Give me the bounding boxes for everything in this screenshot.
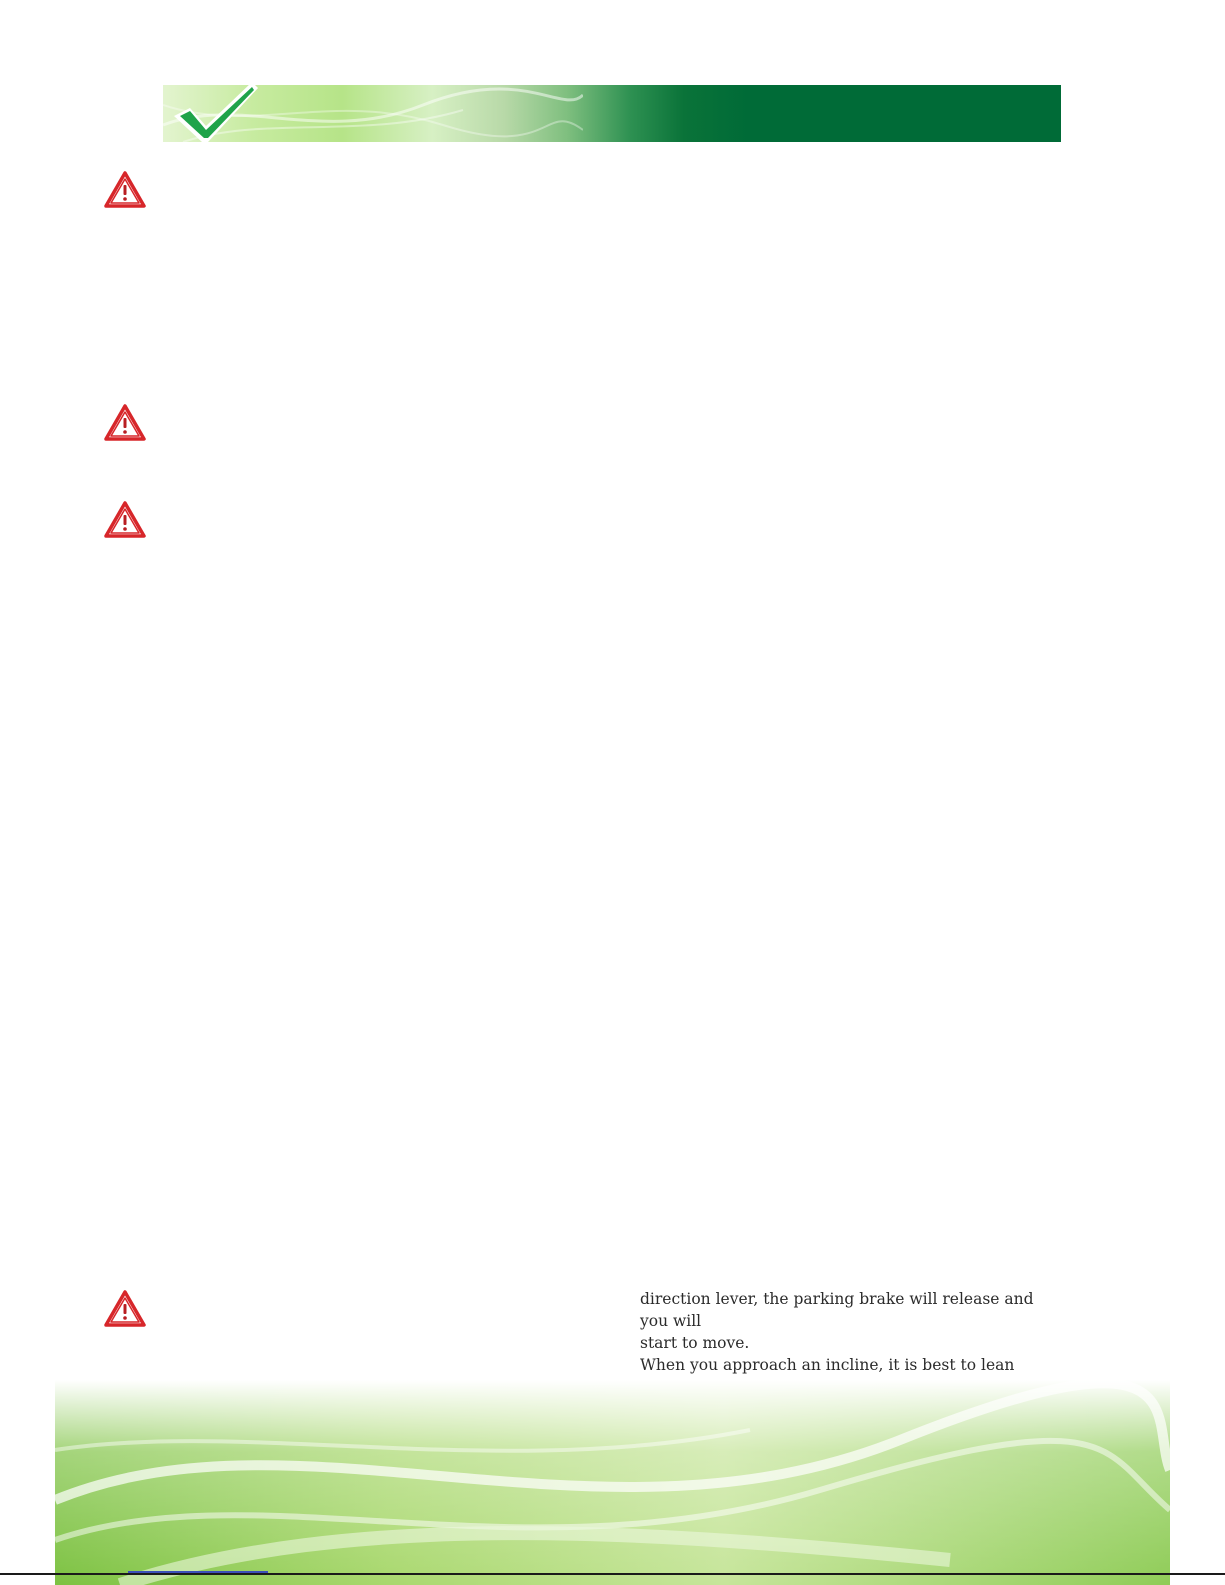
paragraph-1 (640, 1288, 1060, 1354)
warning-triangle-icon (103, 500, 147, 540)
paragraph-1-line-2: start to move. (640, 1334, 750, 1352)
header-banner (163, 85, 1061, 142)
warning-triangle-icon (103, 1289, 147, 1329)
paragraph-1-line-1: direction lever, the parking brake will release and you will (640, 1290, 1034, 1330)
cutoff-text-line (640, 1280, 1060, 1286)
footer-rule (0, 1573, 1225, 1575)
warning-triangle-icon (103, 403, 147, 443)
bottom-green-background (0, 1380, 1225, 1585)
warning-triangle-icon (103, 170, 147, 210)
checkmark-icon (168, 78, 260, 146)
paragraph-2-line-1: When you approach an incline, it is best to lean (640, 1356, 1015, 1374)
footer-link-underline (128, 1571, 268, 1573)
cutoff-text (640, 1280, 645, 1284)
